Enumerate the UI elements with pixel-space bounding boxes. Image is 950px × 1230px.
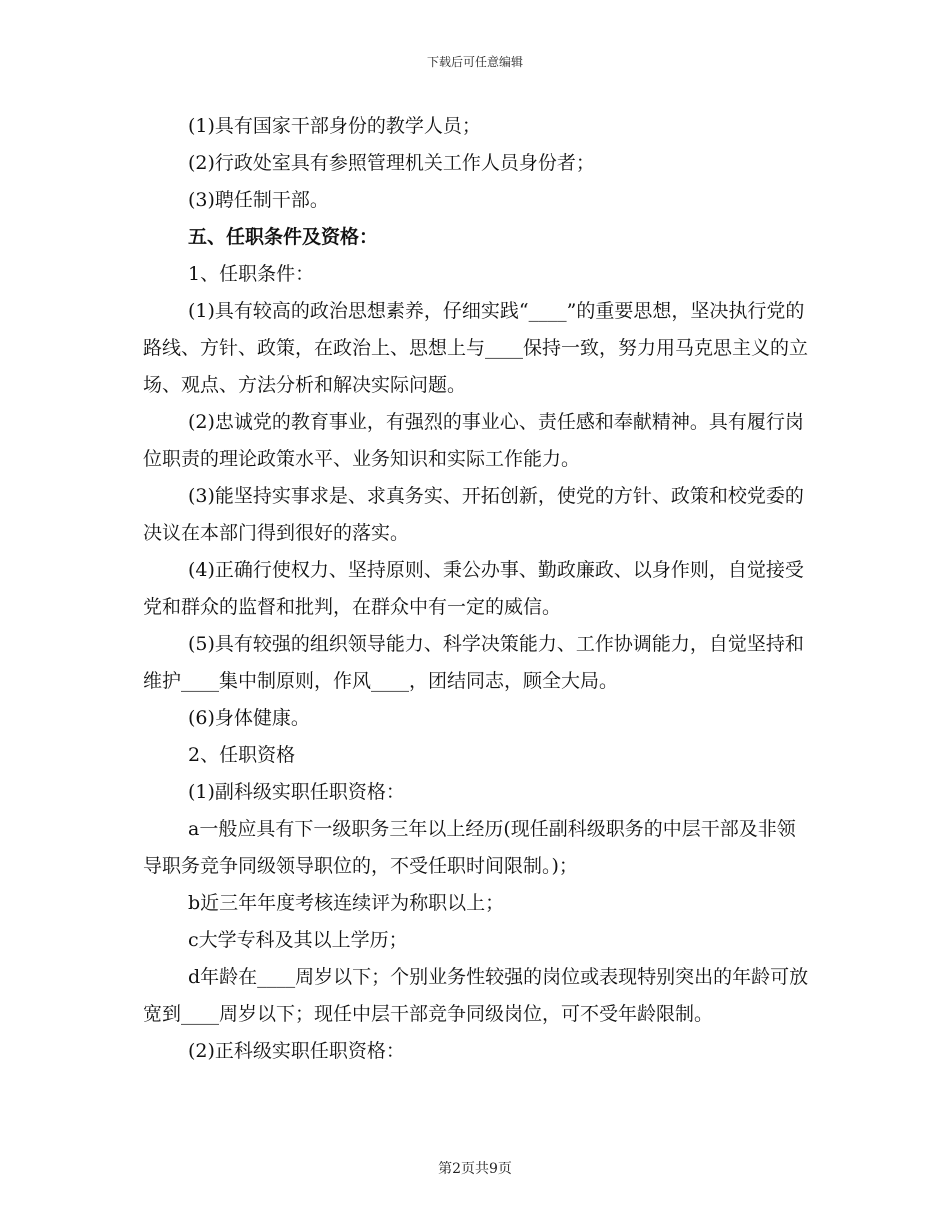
condition-item-4: (4)正确行使权力、坚持原则、秉公办事、勤政廉政、以身作则，自觉接受党和群众的监督和批判，在群众中有一定的威信。 (143, 559, 804, 618)
paragraph-item-1: (1)具有国家干部身份的教学人员； (188, 115, 481, 137)
section-heading: 五、任职条件及资格： (188, 226, 379, 248)
paragraph-item-2: (2)行政处室具有参照管理机关工作人员身份者； (188, 152, 595, 174)
document-body (143, 108, 811, 1070)
condition-item-3: (3)能坚持实事求是、求真务实、开拓创新，使党的方针、政策和校党委的决议在本部门得到很好的落实。 (143, 485, 804, 544)
subsection-heading-qualifications: 2、任职资格 (188, 744, 296, 766)
condition-item-1: (1)具有较高的政治思想素养，仔细实践“____”的重要思想，坚决执行党的路线、方针、政策，在政治上、思想上与____保持一致，努力用马克思主义的立场、观点、方法分析和解决实际问题。 (143, 300, 809, 396)
page-footer: 第2页共9页 (438, 1161, 512, 1177)
condition-item-5: (5)具有较强的组织领导能力、科学决策能力、工作协调能力，自觉坚持和维护____集中制原则，作风____，团结同志，顾全大局。 (143, 633, 804, 692)
qualification-item-d: d年龄在____周岁以下；个别业务性较强的岗位或表现特别突出的年龄可放宽到____周岁以下；现任中层干部竞争同级岗位，可不受年龄限制。 (143, 966, 809, 1025)
qualification-deputy-heading: (1)副科级实职任职资格： (188, 781, 405, 803)
paragraph-item-3: (3)聘任制干部。 (188, 189, 329, 211)
qualification-chief-heading: (2)正科级实职任职资格： (188, 1040, 405, 1062)
condition-item-6: (6)身体健康。 (188, 707, 310, 729)
qualification-item-c: c大学专科及其以上学历； (188, 929, 408, 951)
qualification-item-a: a一般应具有下一级职务三年以上经历(现任副科级职务的中层干部及非领导职务竞争同级领导职位的，不受任职时间限制。)； (143, 818, 796, 877)
page-header: 下载后可任意编辑 (426, 55, 523, 69)
qualification-item-b: b近三年年度考核连续评为称职以上； (188, 892, 505, 914)
subsection-heading-conditions: 1、任职条件： (188, 263, 315, 285)
condition-item-2: (2)忠诚党的教育事业，有强烈的事业心、责任感和奉献精神。具有履行岗位职责的理论政策水平、业务知识和实际工作能力。 (143, 411, 804, 470)
